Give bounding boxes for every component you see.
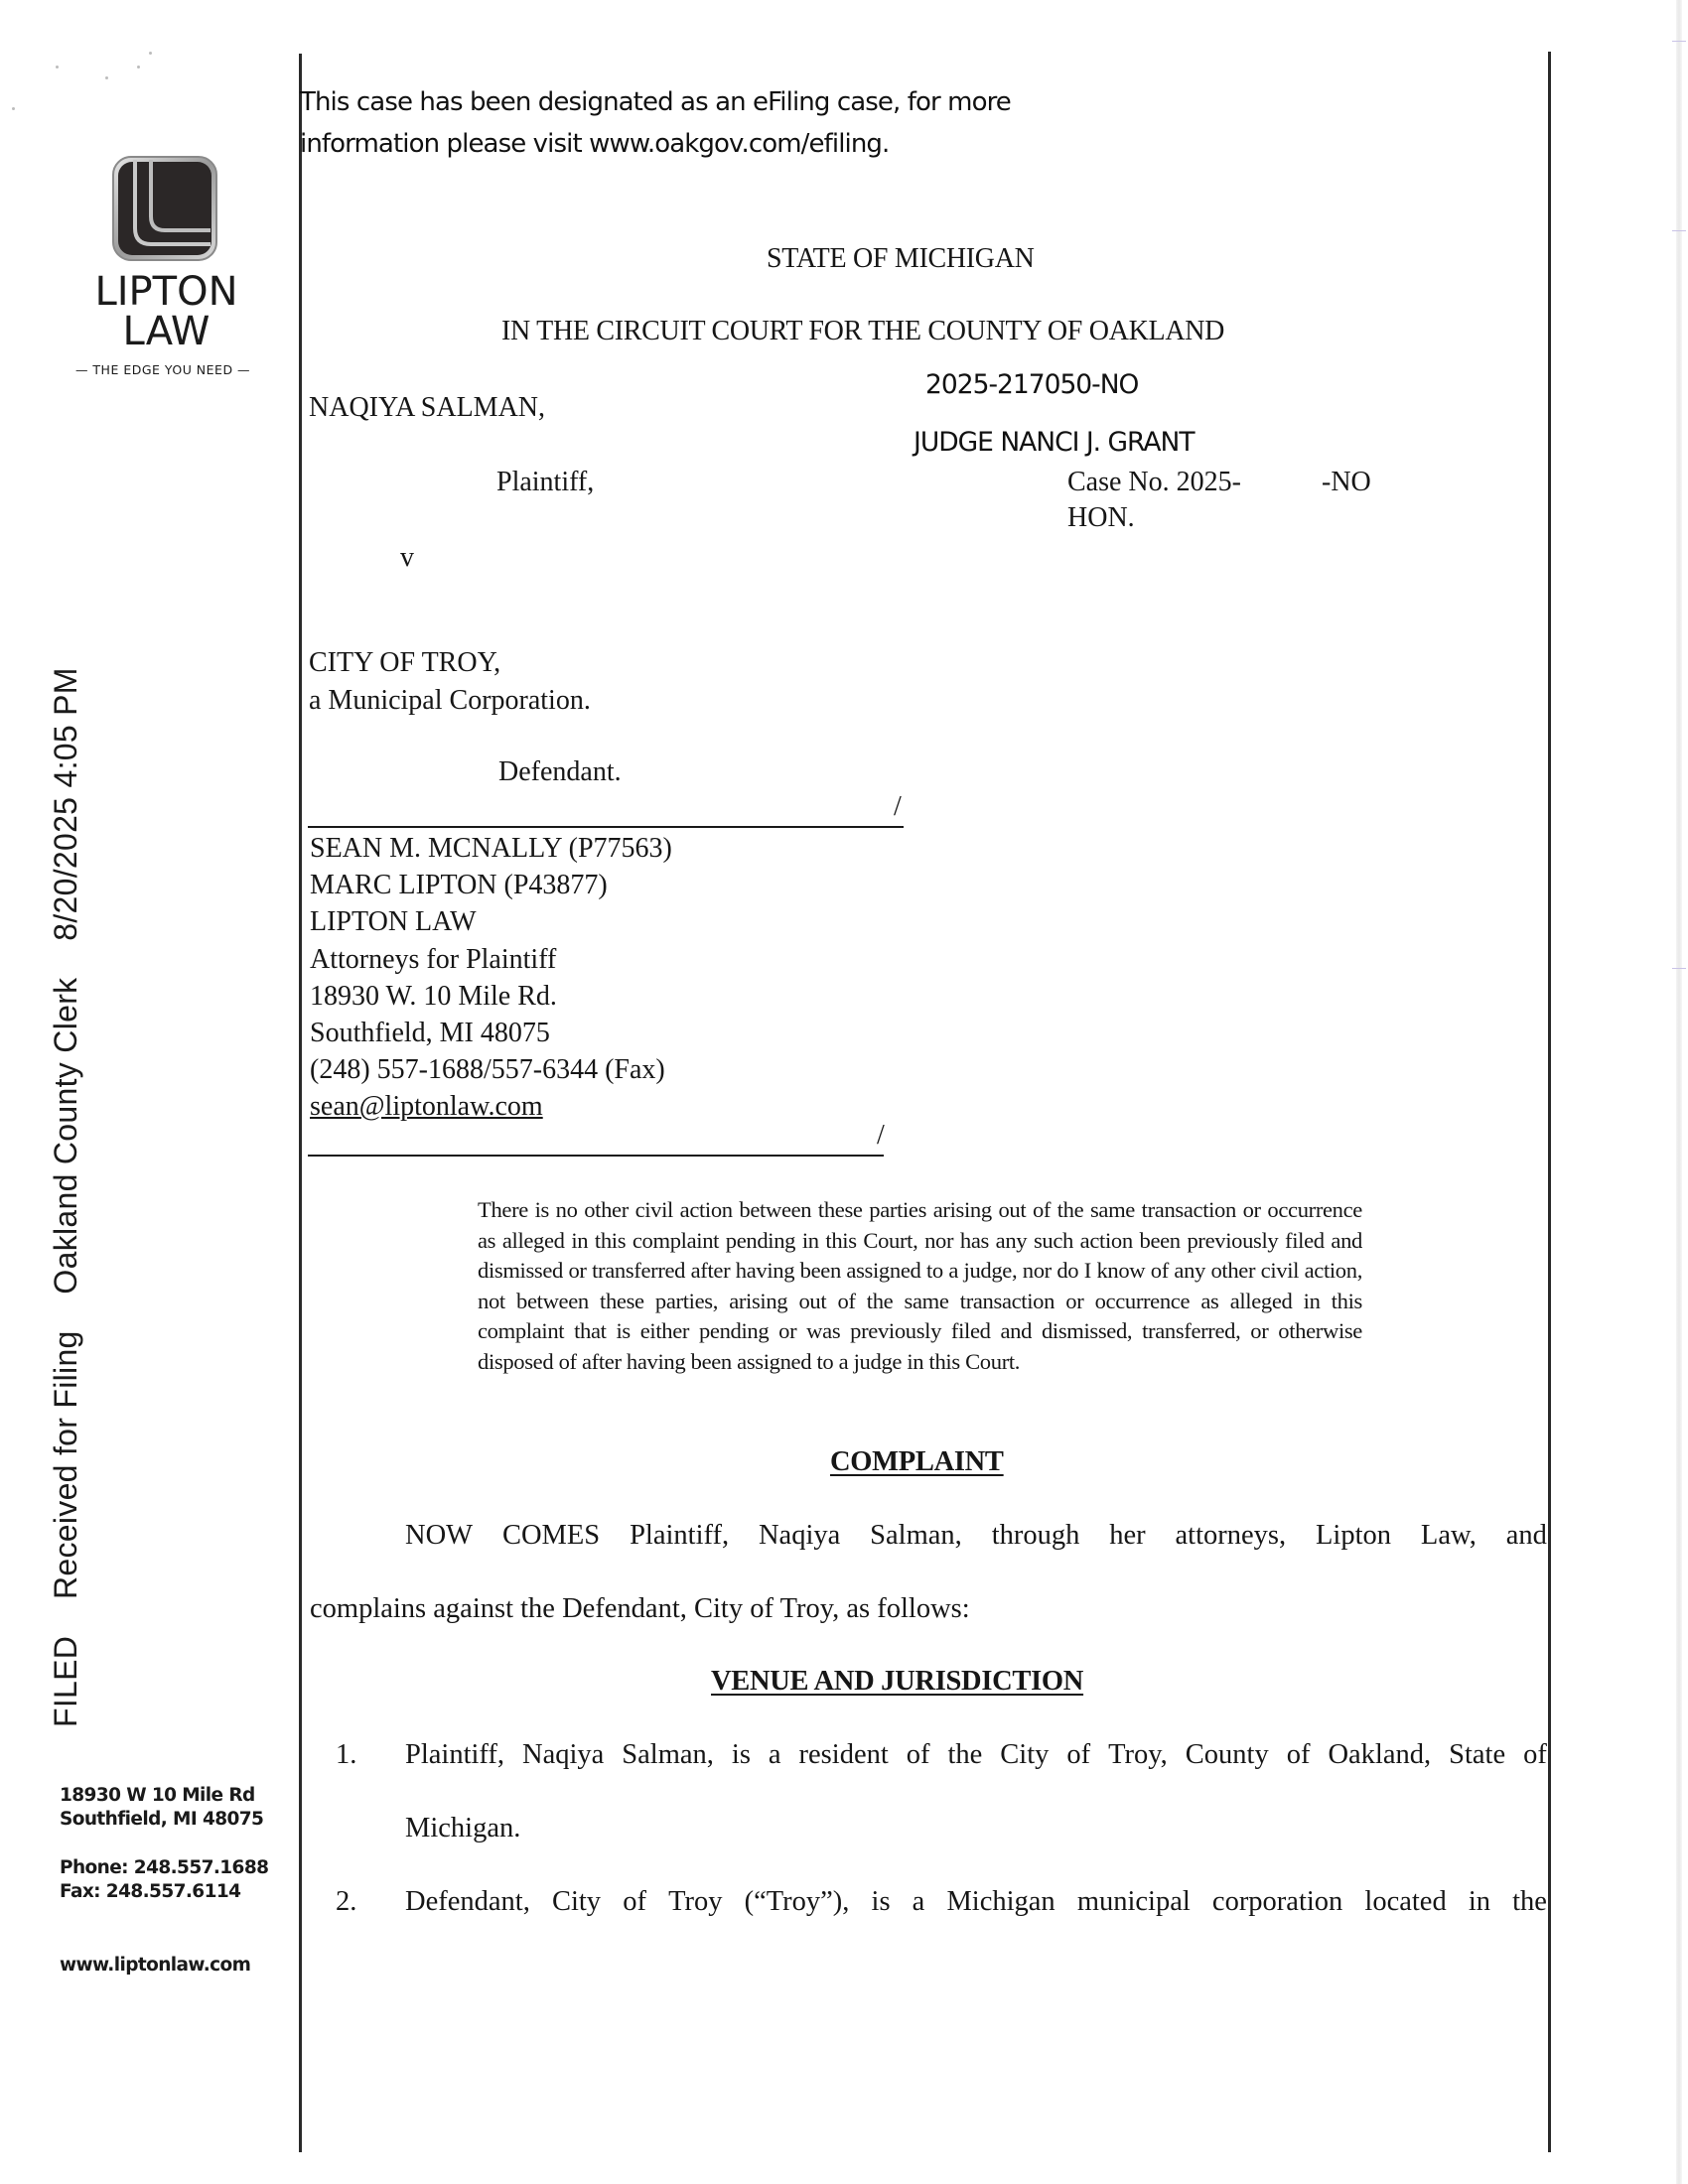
defendant-name: CITY OF TROY, [309, 647, 501, 678]
paragraph-1-word: State [1449, 1739, 1506, 1770]
honorable-label: HON. [1067, 502, 1135, 533]
caption-divider-slash: / [894, 791, 902, 822]
court-name: IN THE CIRCUIT COURT FOR THE COUNTY OF OAKLAND [501, 316, 1225, 346]
paragraph-1-word: of [906, 1739, 930, 1770]
paragraph-1-word: Troy, [1108, 1739, 1168, 1770]
attorney-line: 18930 W. 10 Mile Rd. [310, 980, 557, 1012]
scan-edge-shadow [1676, 0, 1682, 2184]
defendant-role: Defendant. [498, 756, 622, 787]
intro-word: COMES [501, 1520, 601, 1551]
paragraph-1-word: is [731, 1739, 751, 1770]
caption-divider-rule [308, 826, 904, 828]
logo-name-line1: LIPTON [94, 269, 238, 315]
case-number-label: Case No. 2025- [1067, 467, 1241, 497]
paragraph-2-word: of [623, 1886, 646, 1917]
stamp-status: FILED [48, 1635, 83, 1727]
court-state: STATE OF MICHIGAN [767, 243, 1035, 274]
paragraph-1-word: a [768, 1739, 781, 1770]
paragraph-2-word: a [912, 1886, 925, 1917]
intro-word: Salman, [870, 1520, 962, 1551]
intro-word: through [991, 1520, 1080, 1551]
stamp-datetime: 8/20/2025 4:05 PM [48, 667, 83, 941]
intro-line-2: complains against the Defendant, City of Troy, as follows: [310, 1593, 970, 1624]
paragraph-1-word: County [1185, 1739, 1269, 1770]
footer-website[interactable]: www.liptonlaw.com [60, 1955, 251, 1976]
scan-artifact-mark [1672, 230, 1686, 231]
intro-word: Lipton [1316, 1520, 1392, 1551]
footer-address-line1: 18930 W 10 Mile Rd [60, 1785, 255, 1806]
attorney-line: Attorneys for Plaintiff [310, 943, 557, 975]
attorney-line: MARC LIPTON (P43877) [310, 870, 608, 901]
paragraph-2-word: City [551, 1886, 602, 1917]
plaintiff-role: Plaintiff, [496, 467, 595, 497]
footer-fax: Fax: 248.557.6114 [60, 1881, 241, 1902]
paragraph-number: 1. [336, 1739, 357, 1770]
attorney-line: Southfield, MI 48075 [310, 1018, 550, 1049]
paragraph-1-word: City [1000, 1739, 1050, 1770]
case-number-suffix: -NO [1322, 467, 1371, 497]
right-margin-rule [1548, 52, 1551, 2152]
paragraph-2-word: corporation [1211, 1886, 1343, 1917]
efiling-notice [300, 81, 1011, 165]
intro-word: NOW [405, 1520, 474, 1551]
paragraph-2-word: Defendant, [405, 1886, 530, 1917]
paragraph-2-word: (“Troy”), [744, 1886, 850, 1917]
paragraph-1-word: of [1066, 1739, 1091, 1770]
attorney-divider-slash: / [877, 1120, 885, 1151]
footer-address [60, 1784, 263, 1832]
intro-word: her [1109, 1520, 1146, 1551]
footer-phone-fax [60, 1856, 268, 1904]
no-other-action-statement: There is no other civil action between these parties arising out of the same transaction or occurrence as alleged in this complaint pending in this Court, nor has any such action been previously filed and dismissed or transferred after having been assigned to a judge, nor do I know of any other civil action, not between these parties, arising out of the same transaction or occurrence as alleged in this complaint that is either pending or was previously filed and dismissed, transferred, or otherwise disposed of after having been assigned to a judge in this Court. [478, 1197, 1362, 1374]
complaint-title: COMPLAINT [830, 1446, 1004, 1477]
left-margin-rule [299, 54, 302, 2152]
paragraph-2-word: located [1364, 1886, 1447, 1917]
paragraph-2-word: municipal [1076, 1886, 1191, 1917]
scan-artifact-mark [1672, 41, 1686, 42]
attorney-email-link[interactable]: sean@liptonlaw.com [310, 1091, 543, 1123]
footer-phone: Phone: 248.557.1688 [60, 1857, 269, 1878]
intro-word: Naqiya [758, 1520, 841, 1551]
paragraph-1-word: of [1523, 1739, 1547, 1770]
attorney-line: SEAN M. MCNALLY (P77563) [310, 833, 672, 864]
paragraph-1-word: Naqiya [522, 1739, 605, 1770]
assigned-judge: JUDGE NANCI J. GRANT [914, 427, 1195, 458]
logo-name-line2: LAW [122, 309, 211, 354]
paragraph-number: 2. [336, 1886, 357, 1917]
paragraph-1-word: Salman, [622, 1739, 714, 1770]
paragraph-2-word: Troy [668, 1886, 723, 1917]
paragraph-1-word: resident [798, 1739, 889, 1770]
defendant-description: a Municipal Corporation. [309, 685, 591, 716]
plaintiff-name: NAQIYA SALMAN, [309, 392, 546, 423]
attorney-line: (248) 557-1688/557-6344 (Fax) [310, 1054, 665, 1086]
paragraph-1-line-1 [405, 1739, 1547, 1771]
paragraph-2-word: is [871, 1886, 891, 1917]
assigned-case-number: 2025-217050-NO [925, 369, 1139, 400]
attorney-divider-rule [308, 1155, 884, 1157]
intro-word: Law, [1420, 1520, 1477, 1551]
paragraph-1-word: of [1286, 1739, 1311, 1770]
lipton-law-logo-icon [111, 155, 218, 264]
paragraph-2-word: the [1512, 1886, 1547, 1917]
section-heading-venue: VENUE AND JURISDICTION [711, 1666, 1084, 1697]
footer-address-line2: Southfield, MI 48075 [60, 1809, 264, 1830]
intro-word: and [1505, 1520, 1547, 1551]
versus: v [400, 542, 414, 573]
attorney-line: LIPTON LAW [310, 906, 477, 938]
paragraph-2-word: in [1468, 1886, 1491, 1917]
intro-word: attorneys, [1175, 1520, 1287, 1551]
intro-word: Plaintiff, [630, 1520, 730, 1551]
scan-artifact-mark [1672, 968, 1686, 969]
paragraph-2-word: Michigan [946, 1886, 1055, 1917]
efiling-notice-line1: This case has been designated as an eFiling case, for more [300, 87, 1011, 117]
efiling-notice-line2: information please visit www.oakgov.com/efiling. [300, 129, 890, 159]
logo-tagline: — THE EDGE YOU NEED — [74, 362, 251, 377]
stamp-received: Received for Filing [48, 1330, 83, 1600]
paragraph-1-word: Plaintiff, [405, 1739, 505, 1770]
paragraph-1-line-2: Michigan. [405, 1813, 521, 1843]
attorney-block [310, 830, 672, 1126]
intro-line-1 [405, 1520, 1547, 1552]
paragraph-1-word: the [947, 1739, 983, 1770]
filing-stamp [48, 667, 84, 1727]
paragraph-1-word: Oakland, [1328, 1739, 1432, 1770]
stamp-clerk: Oakland County Clerk [48, 977, 83, 1295]
paragraph-2-line-1 [405, 1886, 1547, 1918]
